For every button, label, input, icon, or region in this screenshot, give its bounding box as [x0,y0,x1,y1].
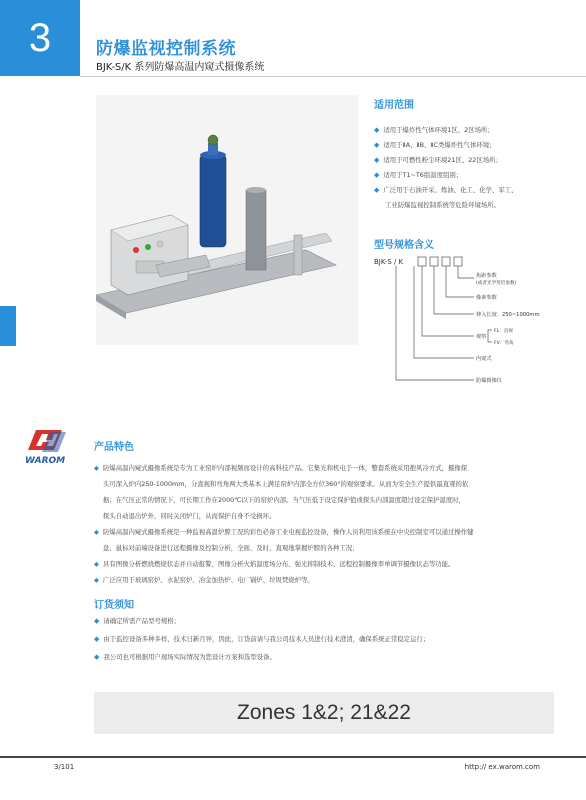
page-subtitle: BJK-S/K 系列防爆高温内窥式摄像系统 [96,62,265,73]
diamond-bullet-icon: ◆ [374,171,380,179]
list-item: ◆ 由于监控设备多种多样，技术日新月异，因此，订货前请与我公司技术人员进行技术澄清，确保系统正常稳定运行； [94,635,430,643]
diamond-bullet-icon: ◆ [94,653,100,661]
warom-logo [22,428,76,468]
logo-text: WAROM [25,456,66,466]
diamond-bullet-icon: ◆ [374,141,380,149]
product-photo [96,95,358,345]
list-item: ◆ 适用于ⅡA、ⅡB、ⅡC类爆炸性气体环境； [374,141,496,149]
list-item: ◆ 请确定所需产品型号规格； [94,617,181,625]
model-code-diagram [374,252,574,392]
feature-paragraph: ◆ 防爆高温内窥式摄像系统是一种监视高温炉膛工况的彩色必备工业电视监控设备，操作人员利用该系统在中央控制室可以通过操作键 盘、鼠标对前端设备进行远程摄像及控制分析，全面、及时、直观地掌握炉膛的各种工况； [94,524,554,556]
diamond-bullet-icon: ◆ [94,635,100,643]
page-number: 3/101 [54,763,75,771]
chapter-number: 3 [0,0,80,76]
feature-paragraph: ◆ 广泛应用于玻璃窑炉、水泥窑炉、冶金加热炉、电厂锅炉、垃圾焚烧炉等。 [94,572,554,588]
order-heading: 订货须知 [94,600,134,611]
zones-banner: Zones 1&2; 21&22 [94,692,554,734]
label-length: 伸入长度：250~1000mm [476,312,540,318]
list-item: 工业防爆监视控制系统等危险环境场所。 [385,201,501,209]
list-item: ◆ 适用于爆炸性气体环境1区、2区场所； [374,126,494,134]
feature-paragraph: ◆ 防爆高温内窥式摄像系统是专为工业窑炉内部视频而设计的高科技产品。它集光和机电于一体，整套系统采用抱风冷方式，摄像探 头可深入炉内250-1000mm，分直视和弯角两大类基本上满足窑炉内部全方位360°的观察要求。从而为安全生产提供最直观的依 据；在气压正常的情况下，可长期工作在2000℃以下的窑炉内部。当气压低于设定保护值或探头内部温度超过设定保护温度时， 探头自动退出炉外，同时关闭炉门，从而保护自身不受损坏。 [94,460,554,524]
diamond-bullet-icon: ◆ [94,560,99,568]
label-straight: FL：直视 [494,329,513,334]
list-item: ◆ 适用于T1~T6组温度组别； [374,171,463,179]
features-list [94,460,554,588]
label-camera: 防爆摄像仪 [476,378,502,384]
order-list [94,612,429,666]
page-title: 防爆监视控制系统 [96,39,236,59]
side-chapter-tab [0,306,16,346]
diamond-bullet-icon: ◆ [94,464,99,472]
diamond-bullet-icon: ◆ [94,576,99,584]
label-angle: FV：弯角 [494,341,514,346]
list-item: ◆ 广泛用于石油开采、炼油、化工、化学、军工、 [374,186,518,194]
diamond-bullet-icon: ◆ [374,186,380,194]
footer-url: http:// ex.warom.com [464,763,540,771]
model-heading: 型号规格含义 [374,240,434,251]
features-heading: 产品特色 [94,442,134,453]
footer-divider [0,756,586,758]
feature-paragraph: ◆ 具有图像分析燃烧燃烧状态并自动报警、图像分析火焰温度场分布、强光抑制技术、远程控制摄像率单调节摄像状态等功能。 [94,556,554,572]
label-focal: 焦距参数 [476,273,497,279]
label-pixel: 像素参数 [476,295,497,301]
diamond-bullet-icon: ◆ [374,126,380,134]
label-focal-zoom: (或者光学变倍参数) [476,281,517,286]
model-code: BJK-S / K [374,258,404,266]
label-view: 观察 [476,334,487,340]
title-divider [80,76,586,77]
applications-heading: 适用范围 [374,100,414,111]
diamond-bullet-icon: ◆ [94,528,99,536]
list-item: ◆ 我公司也可根据用户现场实际情况为您设计方案和选型设备。 [94,653,276,661]
label-endoscopic: 内窥式 [476,356,492,362]
diamond-bullet-icon: ◆ [94,617,100,625]
list-item: ◆ 适用于可燃性粉尘环境21区、22区场所； [374,156,502,164]
applications-list [374,123,518,213]
diamond-bullet-icon: ◆ [374,156,380,164]
